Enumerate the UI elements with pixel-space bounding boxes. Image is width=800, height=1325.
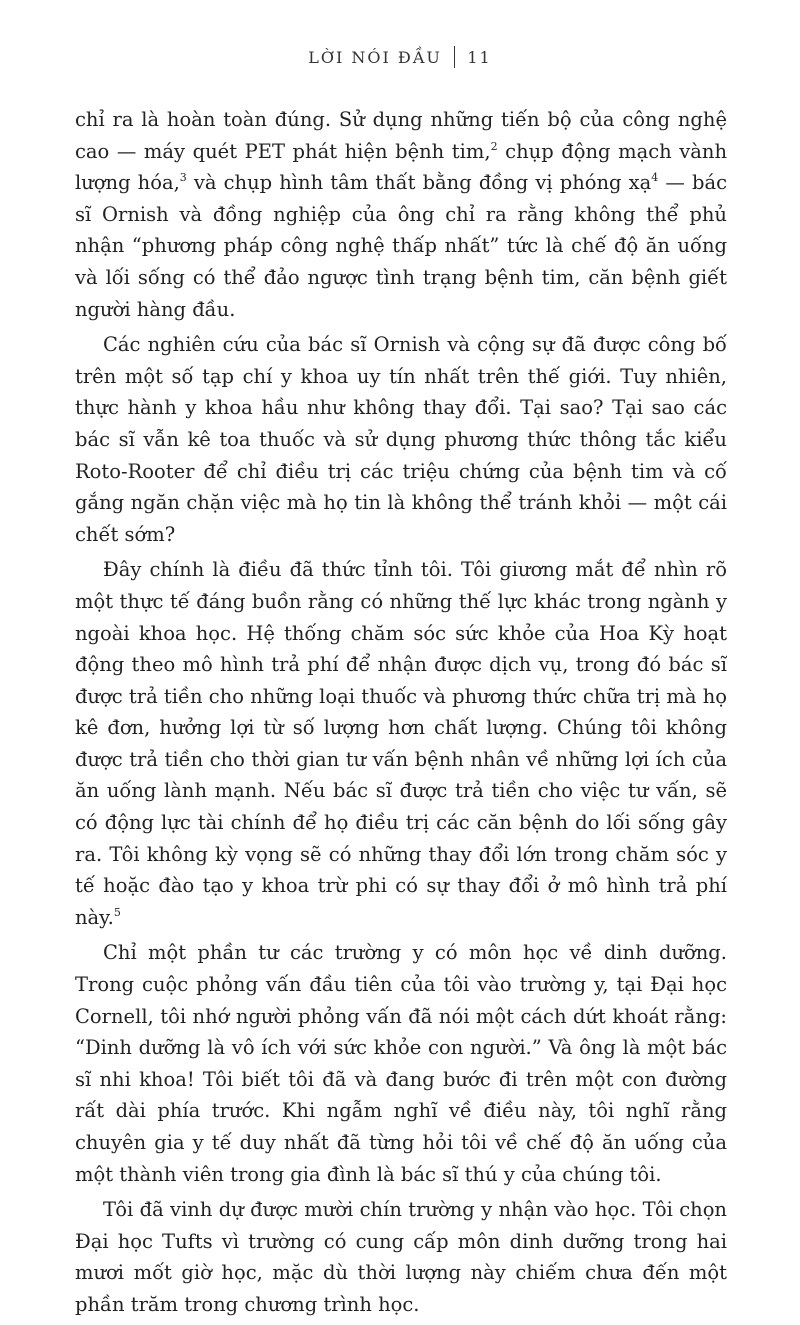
paragraph-2: Các nghiên cứu của bác sĩ Ornish và cộng sự đã được công bố trên một số tạp chí y khoa uy tín nhất trên thế giới. Tuy nhiên, thực hành y khoa hầu như không thay đổi. Tại sao? Tại sao các bác sĩ vẫn kê toa thuốc và sử dụng phương thức thông tắc kiểu Roto-Rooter để chỉ điều trị các triệu chứng của bệnh tim và cố gắng ngăn chặn việc mà họ tin là không thể tránh khỏi — một cái chết sớm? — [75, 333, 727, 546]
header-divider — [454, 46, 456, 68]
footnote-ref-4: 4 — [651, 171, 659, 185]
paragraph-5: Tôi đã vinh dự được mười chín trường y nhận vào học. Tôi chọn Đại học Tufts vì trường có cung cấp môn dinh dưỡng trong hai mươi mốt giờ học, mặc dù thời lượng này chiếm chưa đến một phần trăm trong chương trình học. — [75, 1198, 727, 1316]
paragraph-3-text: Đây chính là điều đã thức tỉnh tôi. Tôi giương mắt để nhìn rõ một thực tế đáng buồn rằng có những thế lực khác trong ngành y ngoài khoa học. Hệ thống chăm sóc sức khỏe của Hoa Kỳ hoạt động theo mô hình trả phí để nhận được dịch vụ, trong đó bác sĩ được trả tiền cho những loại thuốc và phương thức chữa trị mà họ kê đơn, hưởng lợi từ số lượng hơn chất lượng. Chúng tôi không được trả tiền cho thời gian tư vấn bệnh nhân về những lợi ích của ăn uống lành mạnh. Nếu bác sĩ được trả tiền cho việc tư vấn, sẽ có động lực tài chính để họ điều trị các căn bệnh do lối sống gây ra. Tôi không kỳ vọng sẽ có những thay đổi lớn trong chăm sóc y tế hoặc đào tạo y khoa trừ phi có sự thay đổi ở mô hình trả phí này. — [75, 558, 727, 929]
paragraph-1-text-a: chỉ ra là hoàn toàn đúng. Sử dụng những tiến bộ của công nghệ cao — máy quét PET phát hiện bệnh tim, — [75, 108, 727, 163]
footnote-ref-2: 2 — [490, 139, 498, 153]
paragraph-3 — [75, 554, 727, 933]
body-text — [75, 104, 727, 1325]
paragraph-1-text-d: — bác sĩ Ornish và đồng nghiệp của ông chỉ ra rằng không thể phủ nhận “phương pháp công nghệ thấp nhất” tức là chế độ ăn uống và lối sống có thể đảo ngược tình trạng bệnh tim, căn bệnh giết người hàng đầu. — [75, 171, 727, 321]
footnote-ref-5: 5 — [113, 905, 121, 919]
footnote-ref-3: 3 — [179, 171, 187, 185]
chapter-title: LỜI NÓI ĐẦU — [308, 48, 442, 67]
paragraph-1-text-b: chụp động mạch vành lượng hóa, — [75, 139, 728, 195]
page-number: 11 — [467, 48, 492, 67]
paragraph-1 — [75, 104, 727, 325]
running-header — [0, 46, 800, 68]
paragraph-4: Chỉ một phần tư các trường y có môn học về dinh dưỡng. Trong cuộc phỏng vấn đầu tiên của tôi vào trường y, tại Đại học Cornell, tôi nhớ người phỏng vấn đã nói một cách dứt khoát rằng: “Dinh dưỡng là vô ích với sức khỏe con người.” Và ông là một bác sĩ nhi khoa! Tôi biết tôi đã và đang bước đi trên một con đường rất dài phía trước. Khi ngẫm nghĩ về điều này, tôi nghĩ rằng chuyên gia y tế duy nhất đã từng hỏi tôi về chế độ ăn uống của một thành viên trong gia đình là bác sĩ thú y của chúng tôi. — [75, 941, 727, 1186]
paragraph-1-text-c: và chụp hình tâm thất bằng đồng vị phóng xạ — [186, 171, 652, 195]
